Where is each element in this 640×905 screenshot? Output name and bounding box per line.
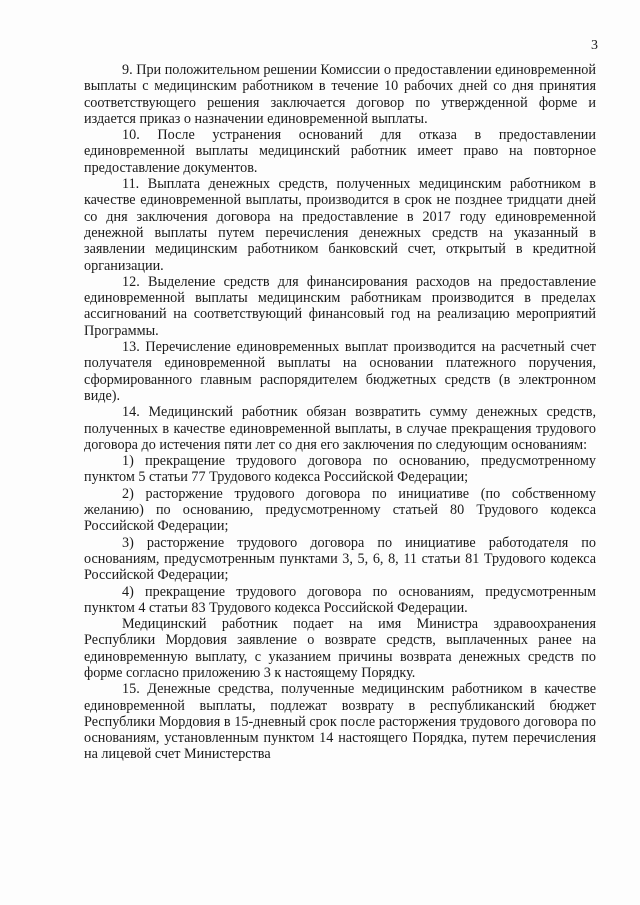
paragraph-15: 15. Денежные средства, полученные медицинским работником в качестве единовременной выплаты, подлежат возврату в республиканский бюджет Республики Мордовия в 15-дневный срок после расторжения трудового договора по основаниям, установленным пунктом 14 настоящего Порядка, путем перечисления на лицевой счет Министерства — [84, 681, 596, 763]
paragraph-13: 13. Перечисление единовременных выплат производится на расчетный счет получателя единовременной выплаты на основании платежного поручения, сформированного главным распорядителем бюджетных средств (в электронном виде). — [84, 339, 596, 404]
paragraph-9: 9. При положительном решении Комиссии о предоставлении единовременной выплаты с медицинским работником в течение 10 рабочих дней со дня принятия соответствующего решения заключается договор по утвержденной форме и издается приказ о назначении единовременной выплаты. — [84, 62, 596, 127]
list-item-1: 1) прекращение трудового договора по основанию, предусмотренному пунктом 5 статьи 77 Трудового кодекса Российской Федерации; — [84, 453, 596, 486]
paragraph-10: 10. После устранения оснований для отказа в предоставлении единовременной выплаты медицинский работник имеет право на повторное предоставление документов. — [84, 127, 596, 176]
paragraph-14: 14. Медицинский работник обязан возвратить сумму денежных средств, полученных в качестве единовременной выплаты, в случае прекращения трудового договора до истечения пяти лет со дня его заключения по следующим основаниям: — [84, 404, 596, 453]
paragraph-11: 11. Выплата денежных средств, полученных медицинским работником в качестве единовременной выплаты, производится в срок не позднее тридцати дней со дня заключения договора на предоставление в 2017 году единовременной денежной выплаты путем перечисления денежных средств на указанный в заявлении медицинским работником банковский счет, открытый в кредитной организации. — [84, 176, 596, 274]
page-number: 3 — [591, 38, 598, 53]
list-item-2: 2) расторжение трудового договора по инициативе (по собственному желанию) по основанию, предусмотренному статьей 80 Трудового кодекса Российской Федерации; — [84, 485, 596, 535]
paragraph-14-note: Медицинский работник подает на имя Министра здравоохранения Республики Мордовия заявление о возврате средств, выплаченных ранее на единовременную выплату, с указанием причины возврата денежных средств по форме согласно приложению 3 к настоящему Порядку. — [84, 616, 596, 681]
list-item-3: 3) расторжение трудового договора по инициативе работодателя по основаниям, предусмотренным пунктами 3, 5, 6, 8, 11 статьи 81 Трудового кодекса Российской Федерации; — [84, 534, 596, 584]
paragraph-12: 12. Выделение средств для финансирования расходов на предоставление единовременной выплаты медицинским работникам производится в пределах ассигнований на соответствующий финансовый год на реализацию мероприятий Программы. — [84, 273, 596, 339]
list-item-4: 4) прекращение трудового договора по основаниям, предусмотренным пунктом 4 статьи 83 Трудового кодекса Российской Федерации. — [84, 583, 596, 616]
document-body — [84, 62, 596, 763]
